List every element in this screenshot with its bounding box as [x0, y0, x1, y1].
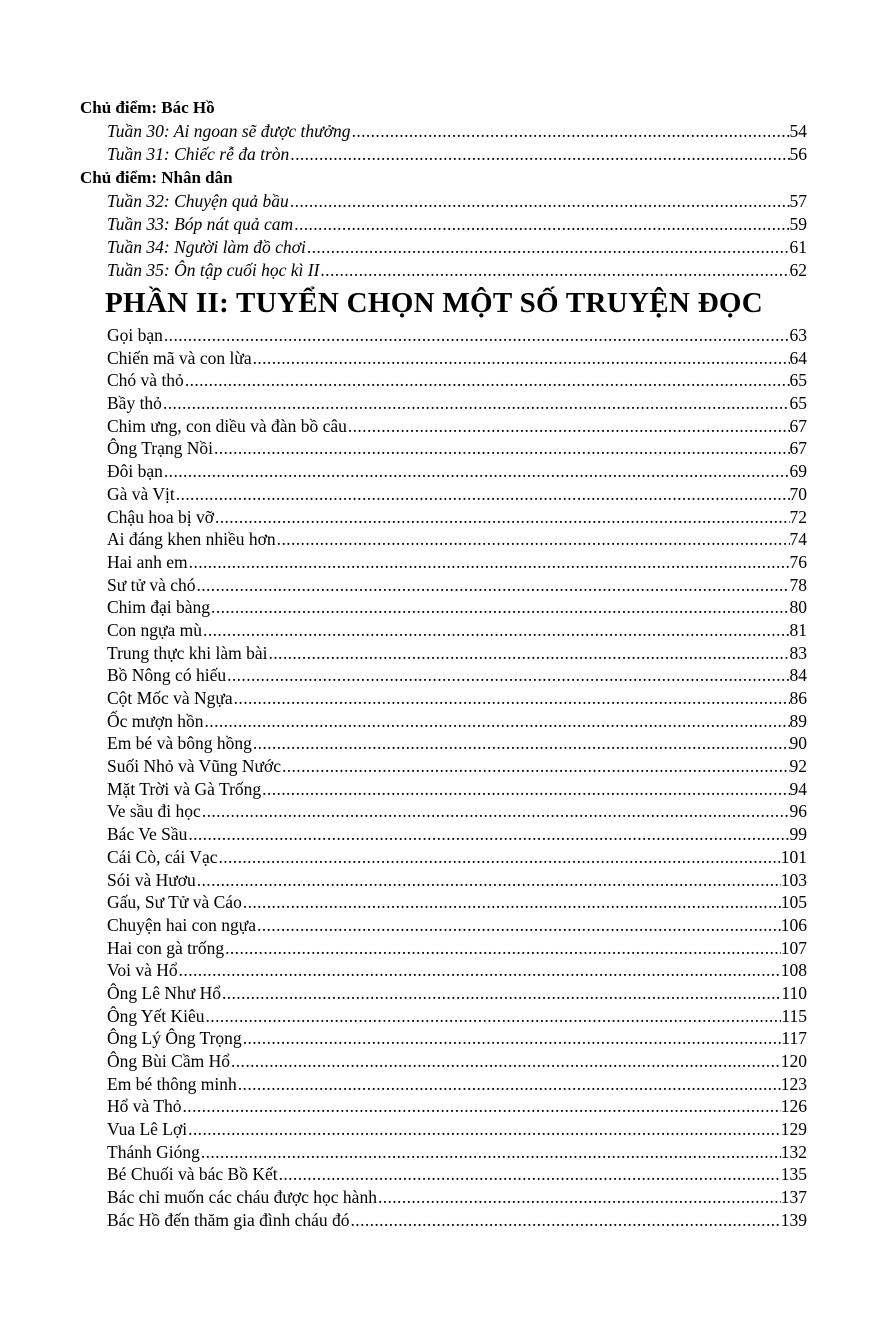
dot-leader: [182, 1095, 781, 1118]
story-page: 89: [789, 710, 807, 731]
dot-leader: [202, 619, 789, 642]
story-title: Chiến mã và con lừa: [107, 347, 252, 368]
dot-leader: [278, 1163, 781, 1186]
dot-leader: [256, 914, 781, 937]
story-page: 106: [780, 914, 807, 935]
dot-leader: [306, 236, 790, 259]
story-title: Em bé và bông hồng: [107, 733, 252, 754]
story-page: 126: [780, 1096, 807, 1117]
dot-leader: [347, 415, 790, 438]
story-title: Voi và Hổ: [107, 960, 178, 981]
dot-leader: [350, 1209, 781, 1232]
dot-leader: [187, 823, 789, 846]
story-title: Gấu, Sư Tử và Cáo: [107, 892, 242, 913]
dot-leader: [233, 687, 790, 710]
story-page: 83: [789, 642, 807, 663]
story-page: 90: [789, 733, 807, 754]
dot-leader: [187, 1118, 781, 1141]
story-entry[interactable]: [107, 1163, 807, 1186]
dot-leader: [242, 891, 781, 914]
story-page: 110: [781, 982, 807, 1003]
toc-entry-title: Tuần 35: Ôn tập cuối học kì II: [107, 260, 320, 280]
story-entry[interactable]: [107, 891, 807, 914]
story-page: 78: [789, 574, 807, 595]
story-entry[interactable]: [107, 551, 807, 574]
toc-entry[interactable]: [107, 236, 807, 259]
story-entry[interactable]: [107, 596, 807, 619]
story-title: Trung thực khi làm bài: [107, 642, 268, 663]
dot-leader: [252, 347, 790, 370]
story-title: Thánh Gióng: [107, 1141, 200, 1162]
story-entry[interactable]: [107, 687, 807, 710]
story-title: Bồ Nông có hiếu: [107, 665, 227, 686]
story-title: Ông Bùi Cầm Hổ: [107, 1051, 230, 1071]
dot-leader: [184, 369, 790, 392]
story-page: 94: [789, 778, 807, 799]
dot-leader: [204, 710, 790, 733]
story-title: Hổ và Thỏ: [107, 1096, 182, 1117]
story-page: 67: [789, 438, 807, 459]
toc-entry[interactable]: [107, 213, 807, 236]
story-title: Em bé thông minh: [107, 1073, 237, 1094]
dot-leader: [319, 259, 789, 282]
story-entry[interactable]: [107, 1141, 807, 1164]
toc-entry-page: 62: [789, 260, 807, 280]
story-title: Gọi bạn: [107, 325, 163, 345]
story-title: Ông Trạng Nồi: [107, 438, 213, 459]
story-page: 72: [789, 506, 807, 527]
dot-leader: [162, 392, 790, 415]
story-title: Sói và Hươu: [107, 869, 196, 890]
story-entry[interactable]: [107, 1209, 807, 1232]
story-entry[interactable]: [107, 732, 807, 755]
dot-leader: [214, 506, 790, 529]
toc-entry-page: 56: [789, 144, 807, 164]
story-title: Vua Lê Lợi: [107, 1119, 188, 1140]
story-entry[interactable]: [107, 1027, 807, 1050]
story-entry[interactable]: [107, 959, 807, 982]
story-page: 64: [789, 347, 807, 368]
story-list: [0, 324, 883, 1232]
dot-leader: [237, 1073, 781, 1096]
dot-leader: [351, 120, 790, 143]
topic-heading: Chủ điểm: Nhân dân: [80, 168, 233, 187]
story-page: 135: [780, 1164, 807, 1185]
story-entry[interactable]: [107, 664, 807, 687]
story-title: Ốc mượn hồn: [107, 710, 204, 731]
toc-entry-title: Tuần 32: Chuyện quả bầu: [107, 191, 289, 211]
dot-leader: [242, 1027, 782, 1050]
story-title: Bầy thỏ: [107, 393, 162, 414]
story-entry[interactable]: [107, 755, 807, 778]
story-page: 139: [780, 1209, 807, 1230]
dot-leader: [224, 937, 781, 960]
story-entry[interactable]: [107, 619, 807, 642]
story-title: Ông Lê Như Hổ: [107, 982, 221, 1003]
story-page: 117: [781, 1028, 807, 1049]
story-title: Bác chỉ muốn các cháu được học hành: [107, 1187, 377, 1208]
story-page: 63: [789, 325, 807, 345]
story-title: Suối Nhỏ và Vũng Nước: [107, 756, 281, 777]
dot-leader: [281, 755, 790, 778]
story-page: 105: [780, 892, 807, 913]
story-page: 103: [780, 869, 807, 890]
toc-entry-page: 59: [789, 214, 807, 234]
dot-leader: [268, 642, 790, 665]
story-entry[interactable]: [107, 324, 807, 347]
story-title: Con ngựa mù: [107, 619, 203, 640]
dot-leader: [293, 213, 789, 236]
dot-leader: [178, 959, 781, 982]
story-title: Ai đáng khen nhiều hơn: [107, 529, 276, 550]
dot-leader: [289, 190, 790, 213]
dot-leader: [213, 437, 790, 460]
story-entry[interactable]: [107, 1073, 807, 1096]
dot-leader: [276, 528, 790, 551]
story-title: Bé Chuối và bác Bồ Kết: [107, 1164, 278, 1185]
dot-leader: [201, 800, 790, 823]
story-page: 69: [789, 461, 807, 482]
story-title: Mặt Trời và Gà Trống: [107, 778, 262, 799]
dot-leader: [217, 846, 780, 869]
story-entry[interactable]: [107, 710, 807, 733]
toc-entry-title: Tuần 33: Bóp nát quả cam: [107, 214, 294, 234]
story-title: Ông Lý Ông Trọng: [107, 1028, 242, 1049]
story-entry[interactable]: [107, 483, 807, 506]
story-page: 99: [789, 824, 807, 845]
topic-heading: Chủ điểm: Bác Hồ: [80, 98, 215, 117]
story-entry[interactable]: [107, 846, 807, 869]
story-entry[interactable]: [107, 982, 807, 1005]
story-page: 80: [789, 597, 807, 618]
toc-entry-title: Tuần 30: Ai ngoan sẽ được thưởng: [107, 121, 351, 141]
part-heading: PHẦN II: TUYỂN CHỌN MỘT SỐ TRUYỆN ĐỌC: [105, 287, 764, 319]
story-entry[interactable]: [107, 1095, 807, 1118]
story-page: 132: [780, 1141, 807, 1162]
story-page: 70: [789, 483, 807, 504]
toc-entry-title: Tuần 31: Chiếc rễ đa tròn: [107, 144, 290, 164]
story-page: 101: [780, 846, 807, 867]
story-page: 137: [780, 1187, 807, 1208]
story-page: 92: [789, 756, 807, 777]
dot-leader: [163, 324, 790, 347]
story-entry[interactable]: [107, 914, 807, 937]
story-entry[interactable]: [107, 506, 807, 529]
story-title: Cột Mốc và Ngựa: [107, 688, 233, 708]
story-page: 108: [780, 960, 807, 981]
story-page: 67: [789, 415, 807, 436]
story-entry[interactable]: [107, 574, 807, 597]
story-entry[interactable]: [107, 823, 807, 846]
story-entry[interactable]: [107, 869, 807, 892]
story-page: 123: [780, 1073, 807, 1094]
toc-entry-page: 57: [789, 191, 807, 211]
story-title: Chim đại bàng: [107, 597, 211, 618]
story-page: 107: [780, 937, 807, 958]
story-entry[interactable]: [107, 800, 807, 823]
story-title: Bác Ve Sầu: [107, 824, 188, 845]
story-page: 115: [781, 1005, 807, 1026]
dot-leader: [200, 1141, 781, 1164]
story-page: 86: [789, 688, 807, 708]
story-page: 120: [780, 1051, 807, 1071]
story-page: 65: [789, 370, 807, 391]
story-page: 81: [789, 619, 807, 640]
story-title: Cái Cò, cái Vạc: [107, 846, 218, 867]
story-title: Gà và Vịt: [107, 483, 175, 504]
story-title: Sư tử và chó: [107, 574, 196, 595]
table-of-contents: [0, 96, 883, 1232]
dot-leader: [188, 551, 790, 574]
story-page: 96: [789, 801, 807, 822]
story-page: 76: [789, 551, 807, 572]
dot-leader: [252, 732, 790, 755]
story-entry[interactable]: [107, 392, 807, 415]
story-entry[interactable]: [107, 528, 807, 551]
dot-leader: [221, 982, 781, 1005]
story-page: 74: [789, 529, 807, 550]
story-title: Hai con gà trống: [107, 937, 225, 958]
dot-leader: [261, 778, 789, 801]
story-entry[interactable]: [107, 1050, 807, 1073]
story-title: Chuyện hai con ngựa: [107, 914, 256, 935]
story-entry[interactable]: [107, 460, 807, 483]
toc-entry-page: 54: [789, 121, 807, 141]
story-title: Ve sầu đi học: [107, 801, 201, 822]
story-entry[interactable]: [107, 1005, 807, 1028]
story-entry[interactable]: [107, 437, 807, 460]
story-page: 129: [780, 1119, 807, 1140]
story-entry[interactable]: [107, 642, 807, 665]
story-entry[interactable]: [107, 369, 807, 392]
story-entry[interactable]: [107, 1118, 807, 1141]
story-title: Bác Hồ đến thăm gia đình cháu đó: [107, 1209, 350, 1230]
story-title: Ông Yết Kiêu: [107, 1005, 205, 1026]
story-page: 84: [789, 665, 807, 686]
story-title: Chim ưng, con diều và đàn bồ câu: [107, 415, 347, 436]
toc-entry[interactable]: [107, 259, 807, 282]
story-title: Chậu hoa bị vỡ: [107, 506, 214, 527]
story-entry[interactable]: [107, 415, 807, 438]
dot-leader: [175, 483, 790, 506]
dot-leader: [289, 143, 789, 166]
dot-leader: [205, 1005, 782, 1028]
dot-leader: [210, 596, 789, 619]
story-page: 65: [789, 393, 807, 414]
toc-entry[interactable]: [107, 120, 807, 143]
story-title: Hai anh em: [107, 551, 188, 572]
dot-leader: [226, 664, 789, 687]
story-title: Đôi bạn: [107, 461, 163, 482]
toc-entry[interactable]: [107, 143, 807, 166]
story-entry[interactable]: [107, 1186, 807, 1209]
dot-leader: [230, 1050, 781, 1073]
dot-leader: [163, 460, 790, 483]
story-entry[interactable]: [107, 937, 807, 960]
toc-entry-page: 61: [789, 237, 807, 257]
dot-leader: [377, 1186, 781, 1209]
toc-entry[interactable]: [107, 190, 807, 213]
toc-entry-title: Tuần 34: Người làm đồ chơi: [107, 237, 306, 257]
story-entry[interactable]: [107, 778, 807, 801]
dot-leader: [195, 574, 789, 597]
dot-leader: [196, 869, 781, 892]
story-title: Chó và thỏ: [107, 370, 184, 391]
story-entry[interactable]: [107, 347, 807, 370]
